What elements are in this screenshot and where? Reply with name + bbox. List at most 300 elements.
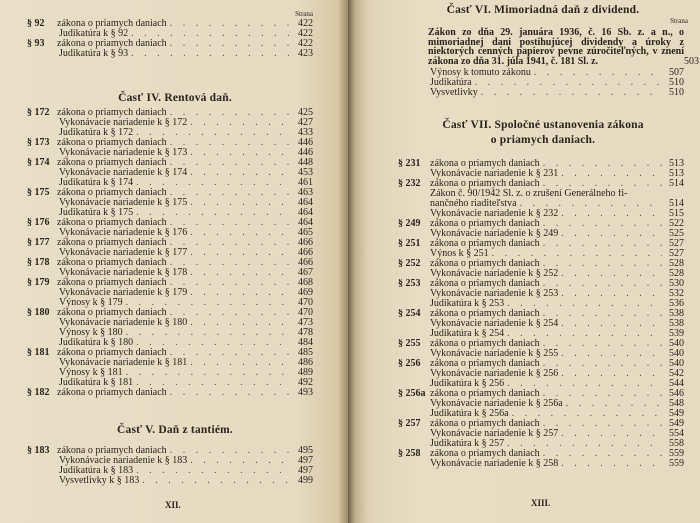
entry-title: Judikatúra k § 175 xyxy=(59,208,134,218)
section-number xyxy=(27,178,59,188)
entry-title: zákona o priamych daniach xyxy=(430,359,540,370)
toc-entry xyxy=(398,289,684,299)
page-ref: 530 xyxy=(669,279,684,290)
toc-entry xyxy=(27,19,313,29)
toc-entry xyxy=(27,128,313,138)
dot-leader xyxy=(478,88,662,98)
dot-leader xyxy=(540,339,662,349)
toc-entry xyxy=(398,229,684,239)
page-ref: 538 xyxy=(669,319,684,330)
dot-leader xyxy=(133,128,291,138)
section-number xyxy=(27,208,59,218)
part-heading: Časť V. Daň z tantiém. xyxy=(116,424,234,436)
entry-title: zákona o priamych daniach xyxy=(57,308,167,318)
toc-entry xyxy=(27,158,313,168)
dot-leader xyxy=(187,228,291,238)
entry-title: Vykonávacie nariadenie k § 175 xyxy=(59,198,188,208)
entry-title: zákona o priamych daniach xyxy=(430,279,540,290)
page-ref: 554 xyxy=(669,429,684,440)
section-number: § 180 xyxy=(27,308,50,318)
dot-leader xyxy=(540,239,662,249)
dot-leader xyxy=(540,309,662,319)
page-ref: 525 xyxy=(669,229,684,240)
dot-leader xyxy=(558,269,662,279)
page-ref: 522 xyxy=(669,219,684,230)
section-number xyxy=(398,439,430,449)
dot-leader xyxy=(167,218,291,228)
dot-leader xyxy=(133,178,291,188)
page-ref: 446 xyxy=(298,148,313,158)
section-number xyxy=(27,456,59,466)
section-number: § 253 xyxy=(398,279,421,290)
dot-leader xyxy=(504,439,662,449)
entry-title: zákona o priamych daniach xyxy=(57,138,167,148)
toc-entry xyxy=(398,309,684,319)
section-number xyxy=(398,209,430,219)
page-ref: 527 xyxy=(669,239,684,250)
toc-entry xyxy=(398,369,684,379)
section-number xyxy=(398,299,430,309)
toc-entry xyxy=(398,359,684,369)
dot-leader xyxy=(167,388,291,398)
dot-leader xyxy=(558,289,662,299)
toc-entry xyxy=(398,269,684,279)
entry-title: Judikatúra k § 183 xyxy=(59,466,134,476)
toc-entry xyxy=(398,88,684,98)
page-ref: 446 xyxy=(298,138,313,148)
entry-title: Vykonávacie nariadenie k § 231 xyxy=(430,169,559,180)
section-number xyxy=(27,118,59,128)
page-ref: 515 xyxy=(669,209,684,220)
page-ref: 493 xyxy=(298,388,313,398)
page-ref: 503 xyxy=(684,55,699,67)
part-heading: Časť VII. Spoločné ustanovenia zákona xyxy=(442,119,644,132)
entry-title: Výnosy k § 180 xyxy=(59,328,123,338)
page-ref: 559 xyxy=(669,459,684,470)
entry-title: Judikatúra k § 253 xyxy=(430,299,505,310)
page-ref: 427 xyxy=(298,118,313,128)
entry-title: Zákon č. 90/1942 Sl. z. o zrušení Generálneho fi- xyxy=(430,189,628,200)
toc-entry xyxy=(27,118,313,128)
entry-title: Vysvetlivky k § 183 xyxy=(59,476,140,486)
page-ref: 422 xyxy=(298,19,313,29)
section-number xyxy=(398,349,430,359)
entry-title: zákona o priamych daniach xyxy=(57,19,167,29)
dot-leader xyxy=(540,279,662,289)
dot-leader xyxy=(540,179,662,189)
entry-title: Vykonávacie nariadenie k § 174 xyxy=(59,168,188,178)
page-ref: 470 xyxy=(298,298,313,308)
page-ref: 499 xyxy=(298,476,313,486)
entry-title: Vykonávacie nariadenie k § 179 xyxy=(59,288,188,298)
page-ref: 497 xyxy=(298,456,313,466)
toc-entry xyxy=(27,268,313,278)
toc-entry xyxy=(398,159,684,169)
toc-entry xyxy=(27,168,313,178)
toc-entry xyxy=(27,49,313,59)
dot-leader xyxy=(139,476,291,486)
dot-leader xyxy=(509,409,662,419)
section-number xyxy=(27,228,59,238)
entry-title: zákona o priamych daniach xyxy=(430,389,540,400)
page-ref: 453 xyxy=(298,168,313,178)
dot-leader xyxy=(167,258,291,268)
page-ref: 484 xyxy=(298,338,313,348)
toc-entry xyxy=(27,198,313,208)
page-ref: 485 xyxy=(298,348,313,358)
dot-leader xyxy=(123,298,291,308)
toc-entry xyxy=(398,239,684,249)
section-number: § 179 xyxy=(27,278,50,288)
entry-title: zákona o priamych daniach xyxy=(430,239,540,250)
left-page xyxy=(0,0,348,523)
dot-leader xyxy=(187,248,291,258)
dot-leader xyxy=(558,229,662,239)
section-number: § 256a xyxy=(398,389,426,400)
toc-entry xyxy=(27,39,313,49)
toc-entry xyxy=(27,358,313,368)
entry-title: zákona o priamych daniach xyxy=(430,419,540,430)
page-ref: 497 xyxy=(298,466,313,476)
dot-leader xyxy=(540,389,662,399)
entry-title: zákona o priamych daniach xyxy=(57,348,167,358)
toc-entry xyxy=(27,476,313,486)
page-ref: 540 xyxy=(669,349,684,360)
section-number: § 182 xyxy=(27,388,50,398)
entry-title: Výnos k § 251 xyxy=(430,249,489,260)
entry-title: Vykonávacie nariadenie k § 172 xyxy=(59,118,188,128)
page-ref: 549 xyxy=(669,409,684,420)
section-number: § 181 xyxy=(27,348,50,358)
page-ref: 495 xyxy=(298,446,313,456)
section-number xyxy=(398,429,430,439)
section-number xyxy=(398,369,430,379)
section-number: § 183 xyxy=(27,446,50,456)
page-ref: 514 xyxy=(669,199,684,210)
page-ref: 464 xyxy=(298,198,313,208)
toc-entry xyxy=(398,259,684,269)
page-ref: 478 xyxy=(298,328,313,338)
dot-leader xyxy=(187,358,291,368)
toc-entry xyxy=(27,29,313,39)
page-ref: 548 xyxy=(669,399,684,410)
toc-entry xyxy=(27,218,313,228)
toc-entry xyxy=(27,258,313,268)
entry-title: Judikatúra k § 256 xyxy=(430,379,505,390)
entry-title: zákona o priamych daniach xyxy=(430,339,540,350)
toc-entry xyxy=(398,379,684,389)
page-ref: 546 xyxy=(669,389,684,400)
section-number xyxy=(398,289,430,299)
dot-leader xyxy=(167,348,291,358)
toc-entry xyxy=(398,219,684,229)
page-ref: 510 xyxy=(669,78,684,89)
section-number xyxy=(27,128,59,138)
page-ref: 468 xyxy=(298,278,313,288)
toc-entry xyxy=(27,348,313,358)
page-number: XII. xyxy=(165,500,181,510)
dot-leader xyxy=(504,329,662,339)
entry-title: Vykonávacie nariadenie k § 254 xyxy=(430,319,559,330)
entry-title: Judikatúra k § 92 xyxy=(59,29,129,39)
dot-leader xyxy=(167,158,291,168)
dot-leader xyxy=(128,49,291,59)
entry-title: zákona o priamych daniach xyxy=(57,278,167,288)
strana-label: Strana xyxy=(670,17,688,25)
section-number: § 254 xyxy=(398,309,421,320)
page-ref: 465 xyxy=(298,228,313,238)
page-ref: 464 xyxy=(298,208,313,218)
section-number: § 176 xyxy=(27,218,50,228)
page-ref: 469 xyxy=(298,288,313,298)
entry-title: Vykonávacie nariadenie k § 178 xyxy=(59,268,188,278)
law-entry xyxy=(398,27,699,67)
toc-entry xyxy=(398,449,684,459)
toc-entry xyxy=(398,78,684,88)
dot-leader xyxy=(133,208,291,218)
entry-title: Judikatúra xyxy=(430,78,472,89)
dot-leader xyxy=(187,198,291,208)
section-number: § 252 xyxy=(398,259,421,270)
dot-leader xyxy=(187,288,291,298)
entry-title: zákona o priamych daniach xyxy=(430,309,540,320)
entry-title: zákona o priamych daniach xyxy=(430,449,540,460)
section-number xyxy=(398,169,430,179)
section-number: § 249 xyxy=(398,219,421,230)
part-heading: Časť VI. Mimoriadná daň z dividend. xyxy=(446,4,640,16)
section-number: § 258 xyxy=(398,449,421,460)
entry-title: Vysvetlivky xyxy=(430,88,478,99)
toc-entry xyxy=(27,288,313,298)
page-ref: 532 xyxy=(669,289,684,300)
entry-title: Vykonávacie nariadenie k § 176 xyxy=(59,228,188,238)
toc-entry xyxy=(27,338,313,348)
entry-title: Judikatúra k § 180 xyxy=(59,338,134,348)
section-number xyxy=(27,288,59,298)
section-number xyxy=(398,269,430,279)
toc-entry xyxy=(27,248,313,258)
dot-leader xyxy=(504,299,662,309)
entry-title: nančného riaditeľstva xyxy=(430,199,517,210)
entry-title: Judikatúra k § 256a xyxy=(430,409,509,420)
entry-title: Vykonávacie nariadenie k § 232 xyxy=(430,209,559,220)
dot-leader xyxy=(123,328,291,338)
dot-leader xyxy=(167,446,291,456)
toc-entry xyxy=(398,68,684,78)
section-number: § 255 xyxy=(398,339,421,350)
dot-leader xyxy=(540,259,662,269)
dot-leader xyxy=(540,449,662,459)
toc-entry xyxy=(27,388,313,398)
page-ref: 470 xyxy=(298,308,313,318)
toc-entry xyxy=(27,456,313,466)
section-number: § 256 xyxy=(398,359,421,370)
page-ref: 467 xyxy=(298,268,313,278)
section-number xyxy=(27,248,59,258)
toc-entry xyxy=(27,298,313,308)
toc-list xyxy=(27,108,313,398)
toc-list xyxy=(27,446,313,486)
dot-leader xyxy=(167,238,291,248)
entry-title: Vykonávacie nariadenie k § 177 xyxy=(59,248,188,258)
section-number xyxy=(398,88,430,98)
section-number: § 93 xyxy=(27,39,45,49)
dot-leader xyxy=(167,108,291,118)
section-number: § 231 xyxy=(398,159,421,170)
dot-leader xyxy=(558,429,662,439)
section-number xyxy=(27,378,59,388)
section-number xyxy=(398,189,430,199)
page-ref: 466 xyxy=(298,258,313,268)
section-number xyxy=(27,358,59,368)
dot-leader xyxy=(540,159,662,169)
toc-entry xyxy=(27,368,313,378)
toc-entry xyxy=(27,278,313,288)
entry-title: Judikatúra k § 93 xyxy=(59,49,129,59)
toc-entry xyxy=(398,279,684,289)
strana-label: Strana xyxy=(295,10,313,18)
page-ref: 559 xyxy=(669,449,684,460)
toc-entry xyxy=(27,308,313,318)
page-ref: 528 xyxy=(669,269,684,280)
toc-entry xyxy=(27,138,313,148)
section-number: § 175 xyxy=(27,188,50,198)
toc-entry xyxy=(27,208,313,218)
part-heading: Časť IV. Rentová daň. xyxy=(118,92,232,104)
toc-entry xyxy=(398,329,684,339)
toc-entry xyxy=(27,228,313,238)
entry-title: zákona o priamych daniach xyxy=(57,218,167,228)
entry-title: Vykonávacie nariadenie k § 173 xyxy=(59,148,188,158)
entry-title: Judikatúra k § 181 xyxy=(59,378,134,388)
toc-entry xyxy=(27,148,313,158)
page-ref: 549 xyxy=(669,419,684,430)
page-ref: 527 xyxy=(669,249,684,260)
toc-entry xyxy=(27,178,313,188)
right-page xyxy=(348,0,700,523)
dot-leader xyxy=(187,318,291,328)
part-heading: o priamych daniach. xyxy=(490,134,596,147)
entry-title: zákona o priamych daniach xyxy=(430,259,540,270)
page-ref xyxy=(662,189,684,199)
toc-entry xyxy=(398,459,684,469)
page-ref: 558 xyxy=(669,439,684,450)
section-number xyxy=(398,329,430,339)
page-ref: 461 xyxy=(298,178,313,188)
dot-leader xyxy=(187,118,291,128)
page-ref: 538 xyxy=(669,309,684,320)
dot-leader xyxy=(167,19,291,29)
entry-title: zákona o priamych daniach xyxy=(57,158,167,168)
section-number xyxy=(398,199,430,209)
dot-leader xyxy=(558,459,662,469)
page-ref: 466 xyxy=(298,248,313,258)
page-ref: 507 xyxy=(669,68,684,79)
toc-entry xyxy=(398,249,684,259)
dot-leader xyxy=(540,359,662,369)
entry-title: zákona o priamych daniach xyxy=(57,188,167,198)
page-ref: 536 xyxy=(669,299,684,310)
dot-leader xyxy=(531,68,662,78)
dot-leader xyxy=(187,148,291,158)
entry-title: Judikatúra k § 172 xyxy=(59,128,134,138)
section-number xyxy=(398,379,430,389)
dot-leader xyxy=(167,39,291,49)
section-number xyxy=(398,459,430,469)
page-ref: 422 xyxy=(298,29,313,39)
dot-leader xyxy=(167,188,291,198)
page-ref: 542 xyxy=(669,369,684,380)
toc-entry xyxy=(398,319,684,329)
entry-title: Vykonávacie nariadenie k § 257 xyxy=(430,429,559,440)
toc-entry xyxy=(398,439,684,449)
toc-entry xyxy=(27,188,313,198)
toc-list xyxy=(398,68,684,98)
page-ref: 540 xyxy=(669,359,684,370)
page-ref: 464 xyxy=(298,218,313,228)
toc-entry xyxy=(398,169,684,179)
toc-entry xyxy=(398,209,684,219)
toc-entry xyxy=(398,419,684,429)
page-ref: 425 xyxy=(298,108,313,118)
page-ref: 528 xyxy=(669,259,684,270)
section-number xyxy=(398,249,430,259)
entry-title: zákona o priamych daniach xyxy=(430,179,540,190)
toc-entry xyxy=(27,378,313,388)
section-number: § 251 xyxy=(398,239,421,250)
page-ref: 544 xyxy=(669,379,684,390)
toc-entry xyxy=(398,399,684,409)
section-number: § 178 xyxy=(27,258,50,268)
toc-list xyxy=(398,159,684,469)
page-ref: 540 xyxy=(669,339,684,350)
dot-leader xyxy=(187,268,291,278)
entry-title: Výnosy k § 181 xyxy=(59,368,123,378)
section-number xyxy=(27,328,59,338)
page-number: XIII. xyxy=(531,498,551,508)
page-ref: 539 xyxy=(669,329,684,340)
entry-title: zákona o priamych daniach xyxy=(430,159,540,170)
dot-leader xyxy=(133,378,291,388)
entry-title: Vykonávacie nariadenie k § 183 xyxy=(59,456,188,466)
page-ref: 513 xyxy=(669,159,684,170)
toc-entry xyxy=(398,429,684,439)
toc-entry xyxy=(398,189,684,199)
entry-title: Výnosy k tomuto zákonu xyxy=(430,68,531,79)
dot-leader xyxy=(187,456,291,466)
section-number xyxy=(27,268,59,278)
entry-title: Vykonávacie nariadenie k § 253 xyxy=(430,289,559,300)
dot-leader xyxy=(133,338,291,348)
page-ref: 510 xyxy=(669,88,684,99)
toc-entry xyxy=(27,238,313,248)
entry-title: zákona o priamych daniach xyxy=(57,388,167,398)
section-number xyxy=(27,368,59,378)
page-ref: 513 xyxy=(669,169,684,180)
dot-leader xyxy=(133,466,291,476)
entry-title: zákona o priamych daniach xyxy=(430,219,540,230)
toc-entry xyxy=(27,108,313,118)
section-number xyxy=(27,198,59,208)
section-number xyxy=(398,409,430,419)
section-number: § 173 xyxy=(27,138,50,148)
entry-title: Judikatúra k § 174 xyxy=(59,178,134,188)
dot-leader xyxy=(563,399,662,409)
page-ref: 463 xyxy=(298,188,313,198)
toc-list xyxy=(27,19,313,59)
toc-entry xyxy=(27,328,313,338)
dot-leader xyxy=(128,29,291,39)
